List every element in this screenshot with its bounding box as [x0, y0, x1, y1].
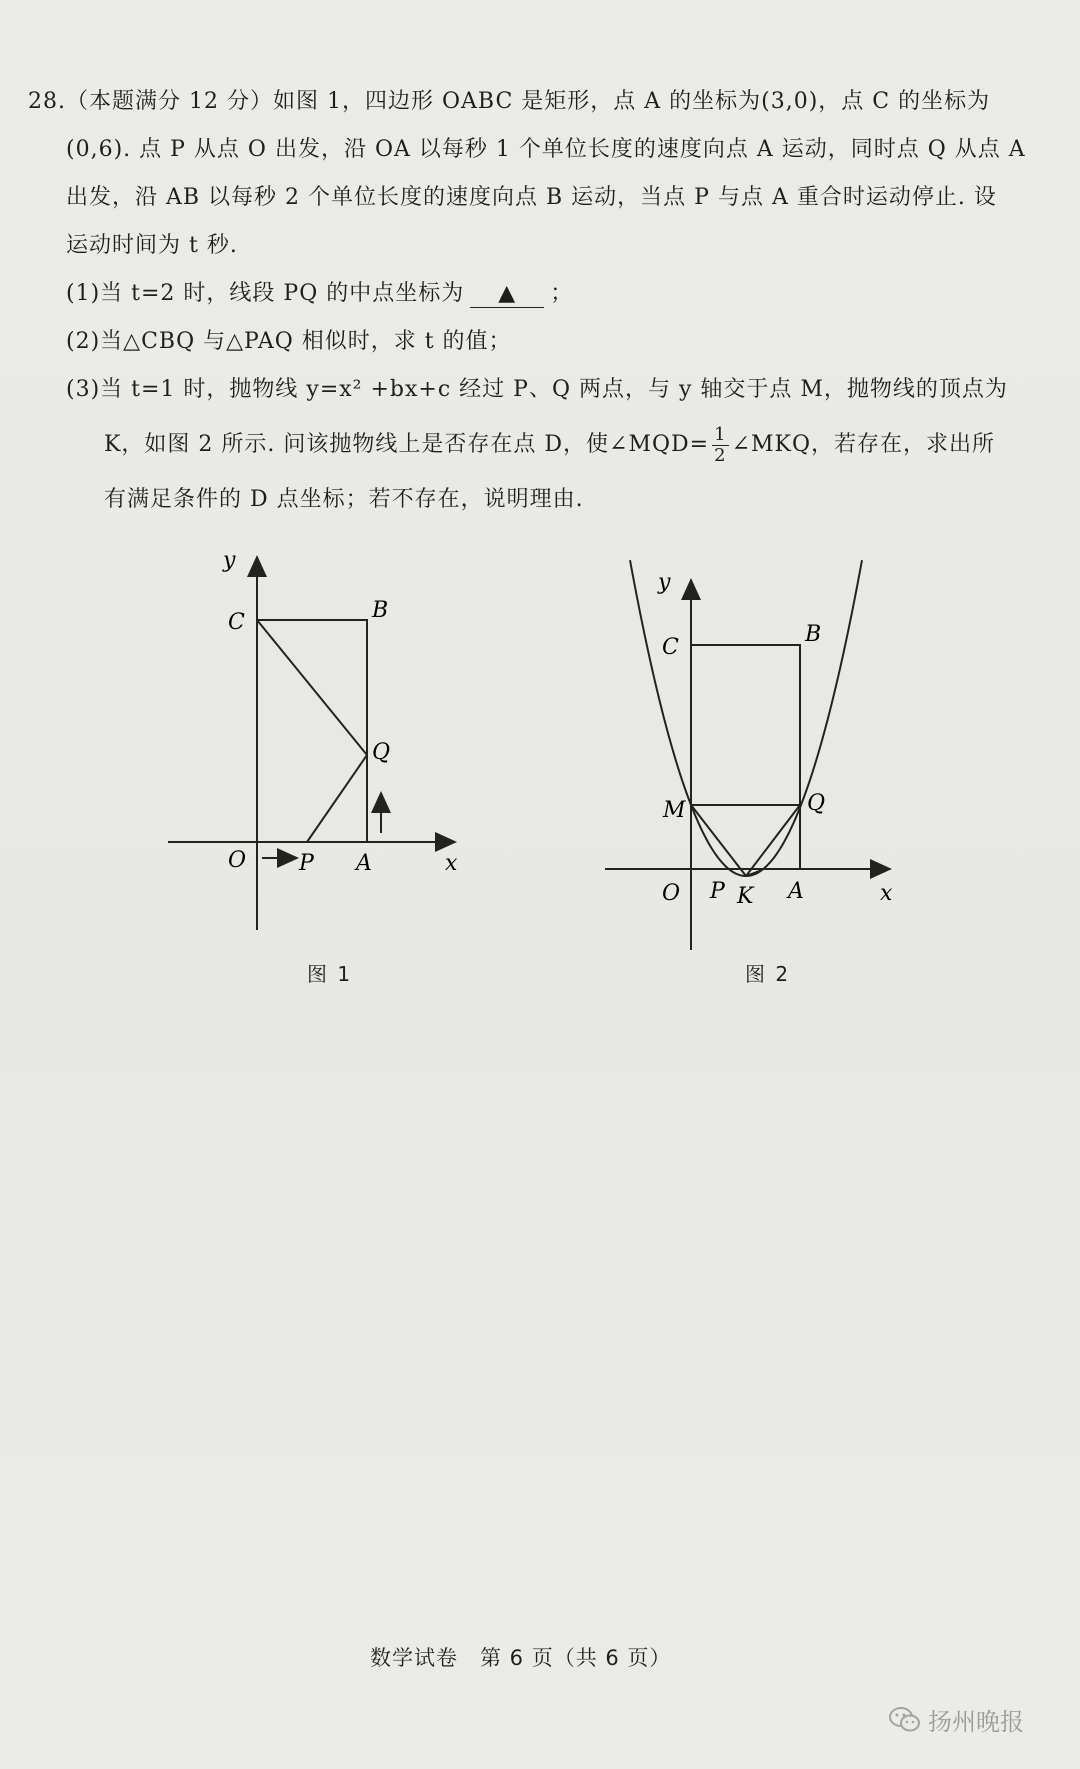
fraction-numerator: 1 — [714, 423, 727, 445]
problem-text-line-3: 出发，沿 AB 以每秒 2 个单位长度的速度向点 B 运动，当点 P 与点 A 重合时运动停止. 设 — [66, 185, 997, 210]
problem-28 — [28, 78, 1038, 524]
label-c: C — [662, 635, 679, 660]
part3-line2-prefix: K，如图 2 所示. 问该抛物线上是否存在点 D，使∠MQD= — [104, 432, 710, 457]
part3-line2-suffix: ∠MKQ，若存在，求出所 — [731, 432, 995, 457]
segment-cq — [257, 620, 367, 755]
question-part-2: (2)当△CBQ 与△PAQ 相似时，求 t 的值； — [66, 329, 512, 354]
rectangle-oabc — [257, 620, 367, 842]
figure-2-diagram — [590, 555, 920, 955]
figure-2-caption: 图 2 — [745, 962, 791, 986]
question-part-3-line-3: 有满足条件的 D 点坐标；若不存在，说明理由. — [104, 487, 584, 512]
label-m: M — [663, 798, 686, 823]
segment-pq — [307, 755, 367, 842]
label-x: x — [880, 881, 893, 906]
label-o: O — [662, 881, 681, 906]
question-part-3-line-1: (3)当 t=1 时，抛物线 y=x² +bx+c 经过 P、Q 两点，与 y 轴交于点 M，抛物线的顶点为 — [66, 377, 1008, 402]
label-b: B — [805, 622, 822, 647]
segment-mk — [691, 805, 746, 876]
label-q: Q — [807, 791, 826, 816]
label-p: P — [710, 879, 725, 904]
answer-blank: ▲ — [470, 281, 544, 308]
rectangle-oabc — [691, 645, 800, 869]
label-k: K — [737, 884, 754, 909]
label-a: A — [788, 879, 804, 904]
label-x: x — [445, 851, 458, 876]
one-half-fraction — [712, 425, 728, 466]
figure-1-caption: 图 1 — [307, 962, 353, 986]
page-footer: 数学试卷 第 6 页（共 6 页） — [370, 1646, 672, 1670]
label-a: A — [356, 851, 372, 876]
watermark-text: 扬州晚报 — [928, 1708, 1024, 1736]
watermark — [888, 1702, 1024, 1737]
label-b: B — [372, 598, 389, 623]
label-y: y — [223, 548, 236, 573]
problem-text-line-2: (0,6). 点 P 从点 O 出发，沿 OA 以每秒 1 个单位长度的速度向点 A 运动，同时点 Q 从点 A — [66, 137, 1026, 162]
label-y: y — [658, 570, 671, 595]
figure-1-diagram — [160, 545, 480, 935]
fraction-denominator: 2 — [714, 444, 727, 466]
segment-kq — [746, 805, 800, 876]
part1-suffix: ； — [550, 281, 574, 306]
label-o: O — [228, 848, 247, 873]
question-part-1 — [28, 270, 1038, 318]
part1-text: (1)当 t=2 时，线段 PQ 的中点坐标为 — [66, 281, 465, 306]
problem-text-line-1: 28.（本题满分 12 分）如图 1，四边形 OABC 是矩形，点 A 的坐标为(3,0)，点 C 的坐标为 — [28, 89, 991, 114]
parabola-curve — [630, 560, 862, 876]
label-c: C — [228, 610, 245, 635]
label-p: P — [299, 851, 314, 876]
label-q: Q — [372, 740, 391, 765]
problem-text-line-4: 运动时间为 t 秒. — [66, 233, 238, 258]
wechat-logo-icon — [888, 1706, 922, 1734]
question-part-3-line-2 — [28, 414, 1038, 476]
